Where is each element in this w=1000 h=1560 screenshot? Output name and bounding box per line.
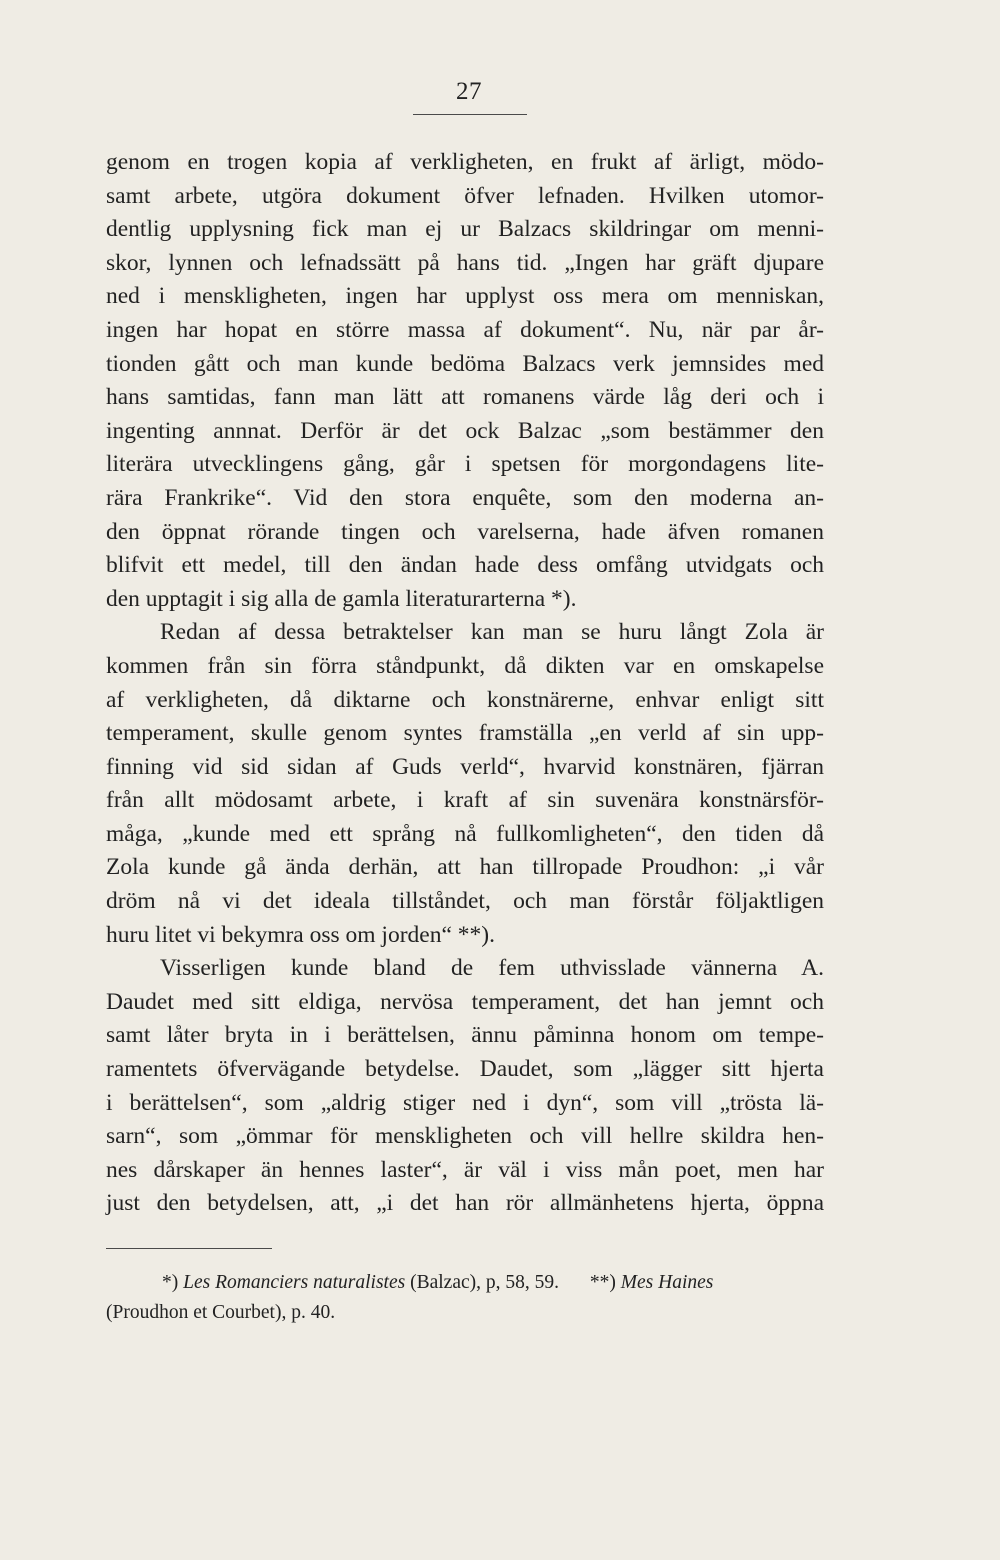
text-line: dröm nå vi det ideala tillståndet, och man förstår följaktligen [106, 888, 824, 915]
text-line: nes dårskaper än hennes laster“, är väl i viss mån poet, men har [106, 1156, 824, 1183]
text-line: ned i menskligheten, ingen har upplyst oss mera om menniskan, [106, 283, 824, 310]
text-line: literära utvecklingens gång, går i spetsen för morgondagens lite- [106, 451, 824, 478]
text-line: ramentets öfvervägande betydelse. Daudet, som „lägger sitt hjerta [106, 1056, 824, 1083]
text-line: genom en trogen kopia af verkligheten, en frukt af ärligt, mödo- [106, 149, 824, 175]
footnote-rule [106, 1248, 272, 1249]
footnote-line [106, 1268, 818, 1298]
text-line: just den betydelsen, att, „i det han rör allmänhetens hjerta, öppna [106, 1190, 824, 1217]
text-line: den öppnat rörande tingen och varelserna, hade äfven romanen [106, 518, 824, 545]
text-line: sarn“, som „ömmar för menskligheten och vill hellre skildra hen- [106, 1123, 824, 1150]
text-line: Visserligen kunde bland de fem uthvisslade vännerna A. [160, 955, 824, 982]
text-line: Zola kunde gå ända derhän, att han tillropade Proudhon: „i vår [106, 854, 824, 881]
text-line: Daudet med sitt eldiga, nervösa temperament, det han jemnt och [106, 988, 824, 1015]
body-text [106, 146, 824, 1221]
footnote-marker: **) [589, 1272, 616, 1293]
text-line: måga, „kunde med ett språng nå fullkomligheten“, den tiden då [106, 820, 824, 847]
page-number: 27 [456, 78, 482, 105]
text-line: rära Frankrike“. Vid den stora enquête, som den moderna an- [106, 484, 824, 511]
footnote-citation: (Balzac), p, 58, 59. [410, 1272, 560, 1293]
text-line: samt arbete, utgöra dokument öfver lefnaden. Hvilken utomor- [106, 182, 824, 209]
footnote-marker: *) [162, 1272, 179, 1293]
text-line: tionden gått och man kunde bedöma Balzacs verk jemnsides med [106, 350, 824, 377]
text-line: temperament, skulle genom syntes framställa „en verld af sin upp- [106, 720, 824, 747]
text-line: ingen har hopat en större massa af dokument“. Nu, när par år- [106, 316, 824, 343]
text-line: skor, lynnen och lefnadssätt på hans tid. „Ingen har gräft djupare [106, 249, 824, 276]
footnote-title: Mes Haines [620, 1272, 714, 1293]
text-line: Redan af dessa betraktelser kan man se huru långt Zola är [160, 619, 824, 646]
text-line: dentlig upplysning fick man ej ur Balzacs skildringar om menni- [106, 216, 824, 243]
footnote-line [106, 1298, 818, 1328]
text-line: den upptagit i sig alla de gamla literaturarterna *). [106, 585, 577, 612]
text-line: ingenting annnat. Derför är det ock Balzac „som bestämmer den [106, 417, 824, 444]
text-line: samt låter bryta in i berättelsen, ännu påminna honom om tempe- [106, 1022, 824, 1049]
text-line: hans samtidas, fann man lätt att romanens värde låg deri och i [106, 384, 824, 411]
text-line: från allt mödosamt arbete, i kraft af sin suvenära konstnärsför- [106, 787, 824, 814]
text-line: i berättelsen“, som „aldrig stiger ned i dyn“, som vill „trösta lä- [106, 1089, 824, 1116]
text-line: kommen från sin förra ståndpunkt, då dikten var en omskapelse [106, 652, 824, 679]
footnotes [106, 1268, 818, 1328]
footnote-citation: (Proudhon et Courbet), p. 40. [106, 1302, 336, 1323]
text-line: af verkligheten, då diktarne och konstnärerne, enhvar enligt sitt [106, 686, 824, 713]
text-line: huru litet vi bekymra oss om jorden“ **). [106, 921, 495, 948]
page-number-rule [413, 114, 527, 115]
footnote-title: Les Romanciers naturalistes [183, 1272, 406, 1293]
text-line: blifvit ett medel, till den ändan hade dess omfång utvidgats och [106, 552, 824, 579]
text-line: finning vid sid sidan af Guds verld“, hvarvid konstnären, fjärran [106, 753, 824, 780]
